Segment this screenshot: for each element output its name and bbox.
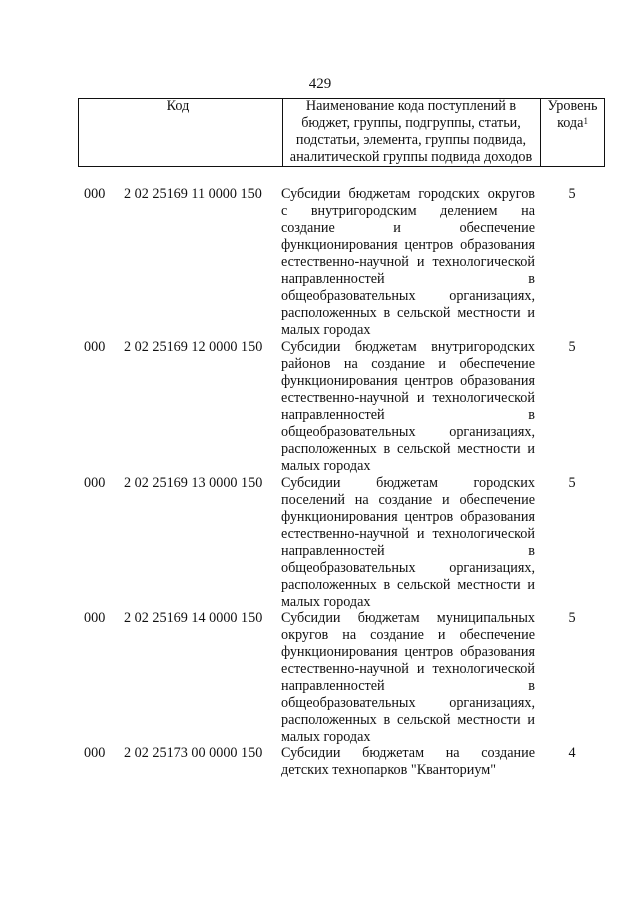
row-name-line: Субсидии бюджетам городских округов <box>281 186 535 202</box>
table-header <box>78 98 605 166</box>
header-level-line: Уровень <box>547 98 598 114</box>
row-name <box>281 475 535 611</box>
row-name-line: функционирования центров образования <box>281 509 535 525</box>
row-name-line: общеобразовательных организациях, <box>281 424 535 440</box>
row-level: 5 <box>568 475 576 491</box>
row-name-line: с внутригородским делением на <box>281 203 535 219</box>
row-income-code: 2 02 25173 00 0000 150 <box>124 745 263 761</box>
row-name-line: функционирования центров образования <box>281 237 535 253</box>
header-name-line: подстатьи, элемента, группы подвида, <box>295 132 527 148</box>
row-name-line: создание и обеспечение <box>281 220 535 236</box>
header-level-word: кода <box>557 115 584 131</box>
row-name <box>281 745 535 779</box>
row-level: 4 <box>568 745 576 761</box>
row-name-line: Субсидии бюджетам городских <box>281 475 535 491</box>
row-name <box>281 339 535 475</box>
row-admin-code: 000 <box>84 610 106 626</box>
page-number: 429 <box>308 76 332 92</box>
row-name-line: Субсидии бюджетам муниципальных <box>281 610 535 626</box>
header-level <box>540 98 605 132</box>
table-header-bottom-border <box>78 166 605 167</box>
row-name-line: направленностей в <box>281 678 535 694</box>
row-name-line: естественно-научной и технологической <box>281 254 535 270</box>
row-name-line: малых городах <box>281 458 371 474</box>
row-name-line: естественно-научной и технологической <box>281 661 535 677</box>
row-level: 5 <box>568 610 576 626</box>
row-income-code: 2 02 25169 11 0000 150 <box>124 186 262 202</box>
row-name-line: общеобразовательных организациях, <box>281 695 535 711</box>
row-level: 5 <box>568 339 576 355</box>
header-name-line: Наименование кода поступлений в <box>305 98 517 114</box>
header-name-line: бюджет, группы, подгруппы, статьи, <box>301 115 521 131</box>
row-name-line: районов на создание и обеспечение <box>281 356 535 372</box>
row-name-line: расположенных в сельской местности и <box>281 305 535 321</box>
row-name-line: направленностей в <box>281 407 535 423</box>
row-name-line: функционирования центров образования <box>281 644 535 660</box>
row-name-line: малых городах <box>281 594 371 610</box>
row-name-line: расположенных в сельской местности и <box>281 712 535 728</box>
header-level-footnote: 1 <box>583 116 588 126</box>
row-income-code: 2 02 25169 14 0000 150 <box>124 610 263 626</box>
row-income-code: 2 02 25169 13 0000 150 <box>124 475 263 491</box>
row-name-line: округов на создание и обеспечение <box>281 627 535 643</box>
row-name-line: общеобразовательных организациях, <box>281 560 535 576</box>
row-name-line: направленностей в <box>281 271 535 287</box>
row-admin-code: 000 <box>84 339 106 355</box>
row-admin-code: 000 <box>84 745 106 761</box>
row-level: 5 <box>568 186 576 202</box>
row-name-line: малых городах <box>281 729 371 745</box>
row-name-line: Субсидии бюджетам внутригородских <box>281 339 535 355</box>
row-name-line: общеобразовательных организациях, <box>281 288 535 304</box>
row-name-line: расположенных в сельской местности и <box>281 441 535 457</box>
row-name-line: детских технопарков "Кванториум" <box>281 762 497 778</box>
row-name-line: поселений на создание и обеспечение <box>281 492 535 508</box>
row-name-line: Субсидии бюджетам на создание <box>281 745 535 761</box>
row-income-code: 2 02 25169 12 0000 150 <box>124 339 263 355</box>
row-name-line: малых городах <box>281 322 371 338</box>
header-code: Код <box>166 98 190 114</box>
row-name-line: направленностей в <box>281 543 535 559</box>
row-admin-code: 000 <box>84 186 106 202</box>
row-name-line: функционирования центров образования <box>281 373 535 389</box>
row-name <box>281 610 535 746</box>
row-name <box>281 186 535 339</box>
header-name <box>282 98 540 166</box>
row-name-line: естественно-научной и технологической <box>281 526 535 542</box>
row-name-line: расположенных в сельской местности и <box>281 577 535 593</box>
row-name-line: естественно-научной и технологической <box>281 390 535 406</box>
header-level-line <box>540 115 605 132</box>
header-name-line: аналитической группы подвида доходов <box>289 149 533 165</box>
row-admin-code: 000 <box>84 475 106 491</box>
